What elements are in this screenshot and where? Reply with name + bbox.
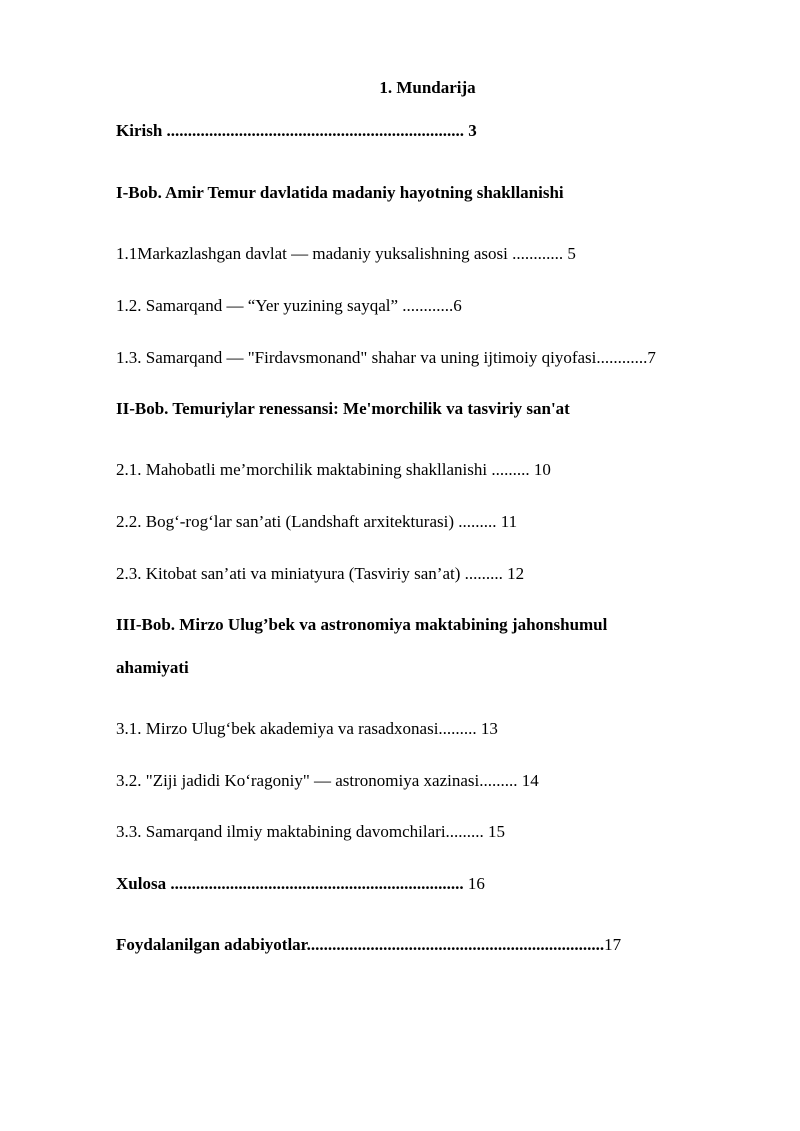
- toc-page-number: 3: [464, 121, 477, 140]
- toc-leader: ......................................................................: [306, 935, 605, 954]
- toc-chapter-3-line-1: III-Bob. Mirzo Ulug’bek va astronomiya maktabining jahonshumul: [116, 615, 608, 634]
- toc-section-2-1: 2.1. Mahobatli me’morchilik maktabining shakllanishi ......... 10: [116, 460, 551, 479]
- toc-page-number: 17: [604, 935, 622, 954]
- toc-section-1-1: 1.1Markazlashgan davlat — madaniy yuksalishning asosi ............ 5: [116, 244, 576, 263]
- toc-section-3-2: 3.2. "Ziji jadidi Ko‘ragoniy" — astronomiya xazinasi......... 14: [116, 771, 539, 790]
- toc-section-1-2: 1.2. Samarqand — “Yer yuzining sayqal” ............6: [116, 296, 462, 315]
- toc-section-3-3: 3.3. Samarqand ilmiy maktabining davomchilari......... 15: [116, 822, 506, 841]
- toc-entry-kirish: [116, 120, 477, 142]
- toc-title: 1. Mundarija: [379, 78, 476, 97]
- toc-entry-xulosa: [116, 873, 485, 895]
- toc-leader: ......................................................................: [162, 121, 465, 140]
- toc-section-2-2: 2.2. Bog‘-rog‘lar san’ati (Landshaft arxitekturasi) ......... 11: [116, 512, 518, 531]
- toc-page-number: 16: [463, 874, 485, 893]
- toc-entry-label: Xulosa: [116, 874, 167, 893]
- toc-leader: .....................................................................: [166, 874, 464, 893]
- toc-entry-adabiyotlar: [116, 934, 621, 956]
- toc-section-3-1: 3.1. Mirzo Ulug‘bek akademiya va rasadxonasi......... 13: [116, 719, 498, 738]
- toc-chapter-1: I-Bob. Amir Temur davlatida madaniy hayotning shakllanishi: [116, 183, 564, 202]
- toc-entry-label: Kirish: [116, 121, 163, 140]
- toc-chapter-2: II-Bob. Temuriylar renessansi: Me'morchilik va tasviriy san'at: [116, 399, 570, 418]
- toc-section-1-3: 1.3. Samarqand — "Firdavsmonand" shahar va uning ijtimoiy qiyofasi............7: [116, 348, 656, 367]
- toc-section-2-3: 2.3. Kitobat san’ati va miniatyura (Tasviriy san’at) ......... 12: [116, 564, 525, 583]
- toc-entry-label: Foydalanilgan adabiyotlar: [116, 935, 307, 954]
- toc-chapter-3-line-2: ahamiyati: [116, 658, 189, 677]
